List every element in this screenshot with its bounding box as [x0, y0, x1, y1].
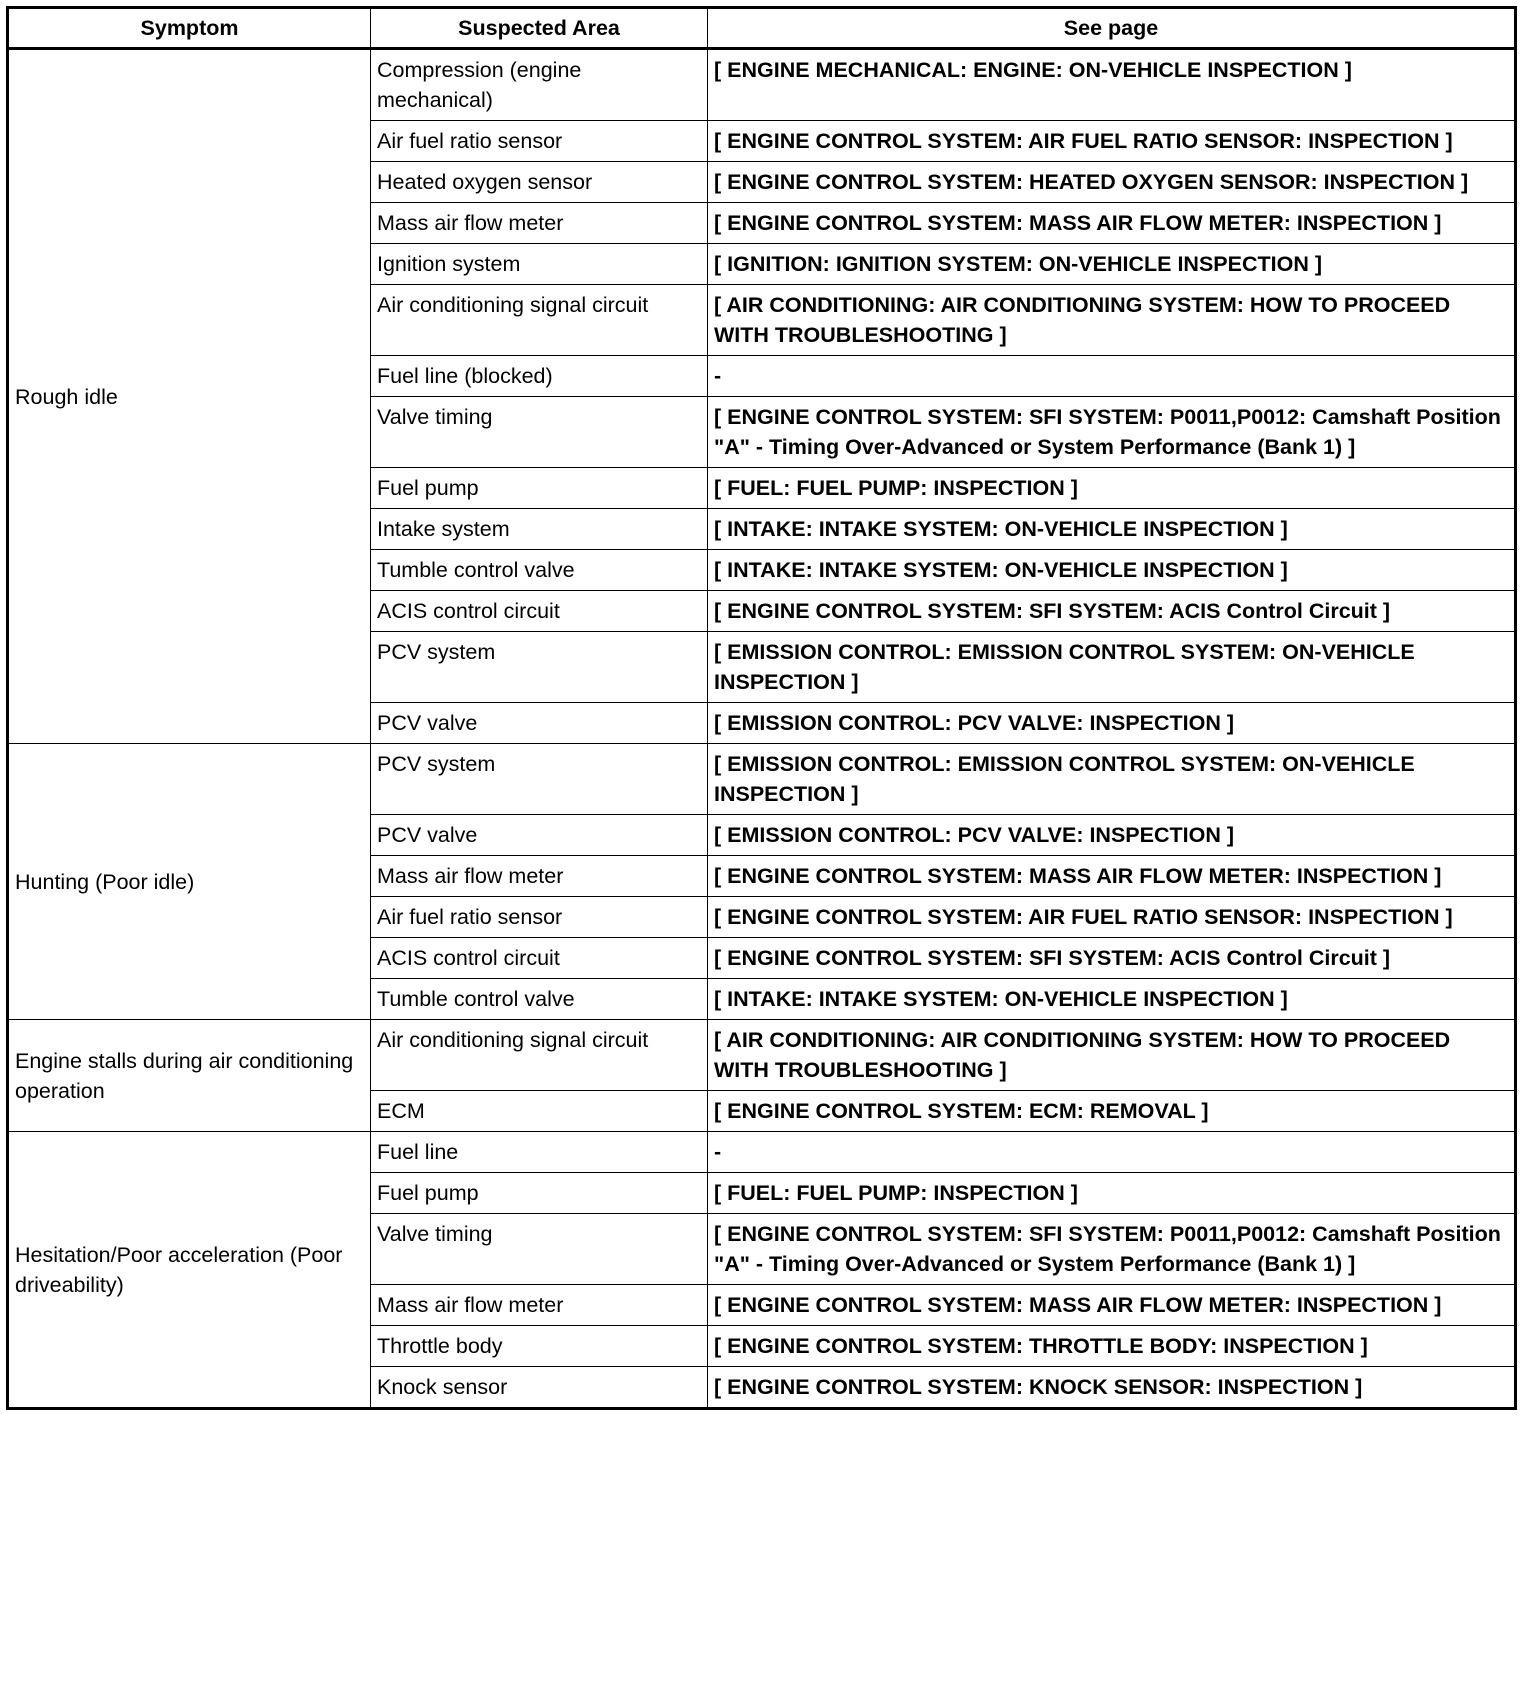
suspected-area-cell: Ignition system [371, 244, 708, 285]
suspected-area-cell: Heated oxygen sensor [371, 162, 708, 203]
symptom-cell: Hesitation/Poor acceleration (Poor driveability) [8, 1132, 371, 1409]
see-page-cell: [ ENGINE CONTROL SYSTEM: AIR FUEL RATIO SENSOR: INSPECTION ] [708, 121, 1516, 162]
see-page-cell: [ ENGINE CONTROL SYSTEM: SFI SYSTEM: ACIS Control Circuit ] [708, 938, 1516, 979]
header-row [8, 8, 1516, 49]
see-page-cell: [ ENGINE CONTROL SYSTEM: KNOCK SENSOR: INSPECTION ] [708, 1367, 1516, 1409]
see-page-cell: [ EMISSION CONTROL: EMISSION CONTROL SYSTEM: ON-VEHICLE INSPECTION ] [708, 744, 1516, 815]
symptom-cell: Rough idle [8, 49, 371, 744]
suspected-area-cell: Fuel pump [371, 1173, 708, 1214]
table-row [8, 744, 1516, 815]
header-suspected-area: Suspected Area [371, 8, 708, 49]
see-page-cell: [ ENGINE CONTROL SYSTEM: ECM: REMOVAL ] [708, 1091, 1516, 1132]
symptom-table [6, 6, 1517, 1410]
see-page-cell: [ AIR CONDITIONING: AIR CONDITIONING SYSTEM: HOW TO PROCEED WITH TROUBLESHOOTING ] [708, 1020, 1516, 1091]
suspected-area-cell: Tumble control valve [371, 979, 708, 1020]
suspected-area-cell: Fuel pump [371, 468, 708, 509]
see-page-cell: - [708, 356, 1516, 397]
suspected-area-cell: PCV valve [371, 703, 708, 744]
see-page-cell: [ ENGINE CONTROL SYSTEM: AIR FUEL RATIO SENSOR: INSPECTION ] [708, 897, 1516, 938]
see-page-cell: [ EMISSION CONTROL: PCV VALVE: INSPECTION ] [708, 815, 1516, 856]
suspected-area-cell: Intake system [371, 509, 708, 550]
see-page-cell: [ ENGINE CONTROL SYSTEM: SFI SYSTEM: ACIS Control Circuit ] [708, 591, 1516, 632]
table-row [8, 1020, 1516, 1091]
see-page-cell: [ FUEL: FUEL PUMP: INSPECTION ] [708, 468, 1516, 509]
symptom-cell: Engine stalls during air conditioning operation [8, 1020, 371, 1132]
suspected-area-cell: PCV system [371, 632, 708, 703]
header-see-page: See page [708, 8, 1516, 49]
see-page-cell: [ INTAKE: INTAKE SYSTEM: ON-VEHICLE INSPECTION ] [708, 979, 1516, 1020]
suspected-area-cell: Valve timing [371, 397, 708, 468]
suspected-area-cell: Air fuel ratio sensor [371, 121, 708, 162]
see-page-cell: [ ENGINE CONTROL SYSTEM: MASS AIR FLOW METER: INSPECTION ] [708, 1285, 1516, 1326]
suspected-area-cell: ACIS control circuit [371, 938, 708, 979]
see-page-cell: [ INTAKE: INTAKE SYSTEM: ON-VEHICLE INSPECTION ] [708, 509, 1516, 550]
see-page-cell: [ AIR CONDITIONING: AIR CONDITIONING SYSTEM: HOW TO PROCEED WITH TROUBLESHOOTING ] [708, 285, 1516, 356]
suspected-area-cell: Knock sensor [371, 1367, 708, 1409]
symptom-cell: Hunting (Poor idle) [8, 744, 371, 1020]
suspected-area-cell: ECM [371, 1091, 708, 1132]
suspected-area-cell: Mass air flow meter [371, 203, 708, 244]
header-symptom: Symptom [8, 8, 371, 49]
see-page-cell: - [708, 1132, 1516, 1173]
see-page-cell: [ ENGINE MECHANICAL: ENGINE: ON-VEHICLE INSPECTION ] [708, 49, 1516, 121]
see-page-cell: [ FUEL: FUEL PUMP: INSPECTION ] [708, 1173, 1516, 1214]
see-page-cell: [ ENGINE CONTROL SYSTEM: MASS AIR FLOW METER: INSPECTION ] [708, 856, 1516, 897]
see-page-cell: [ ENGINE CONTROL SYSTEM: THROTTLE BODY: INSPECTION ] [708, 1326, 1516, 1367]
suspected-area-cell: Mass air flow meter [371, 1285, 708, 1326]
suspected-area-cell: PCV system [371, 744, 708, 815]
table-row [8, 1132, 1516, 1173]
suspected-area-cell: Throttle body [371, 1326, 708, 1367]
see-page-cell: [ ENGINE CONTROL SYSTEM: HEATED OXYGEN SENSOR: INSPECTION ] [708, 162, 1516, 203]
suspected-area-cell: Fuel line [371, 1132, 708, 1173]
suspected-area-cell: Air conditioning signal circuit [371, 285, 708, 356]
see-page-cell: [ ENGINE CONTROL SYSTEM: MASS AIR FLOW METER: INSPECTION ] [708, 203, 1516, 244]
see-page-cell: [ EMISSION CONTROL: PCV VALVE: INSPECTION ] [708, 703, 1516, 744]
suspected-area-cell: PCV valve [371, 815, 708, 856]
suspected-area-cell: Valve timing [371, 1214, 708, 1285]
see-page-cell: [ ENGINE CONTROL SYSTEM: SFI SYSTEM: P0011,P0012: Camshaft Position "A" - Timing Over-Advanced or System Performance (Bank 1) ] [708, 1214, 1516, 1285]
suspected-area-cell: Fuel line (blocked) [371, 356, 708, 397]
suspected-area-cell: ACIS control circuit [371, 591, 708, 632]
suspected-area-cell: Air conditioning signal circuit [371, 1020, 708, 1091]
suspected-area-cell: Tumble control valve [371, 550, 708, 591]
table-row [8, 49, 1516, 121]
see-page-cell: [ ENGINE CONTROL SYSTEM: SFI SYSTEM: P0011,P0012: Camshaft Position "A" - Timing Over-Advanced or System Performance (Bank 1) ] [708, 397, 1516, 468]
suspected-area-cell: Air fuel ratio sensor [371, 897, 708, 938]
see-page-cell: [ EMISSION CONTROL: EMISSION CONTROL SYSTEM: ON-VEHICLE INSPECTION ] [708, 632, 1516, 703]
see-page-cell: [ IGNITION: IGNITION SYSTEM: ON-VEHICLE INSPECTION ] [708, 244, 1516, 285]
suspected-area-cell: Compression (engine mechanical) [371, 49, 708, 121]
suspected-area-cell: Mass air flow meter [371, 856, 708, 897]
see-page-cell: [ INTAKE: INTAKE SYSTEM: ON-VEHICLE INSPECTION ] [708, 550, 1516, 591]
table-body [8, 49, 1516, 1409]
